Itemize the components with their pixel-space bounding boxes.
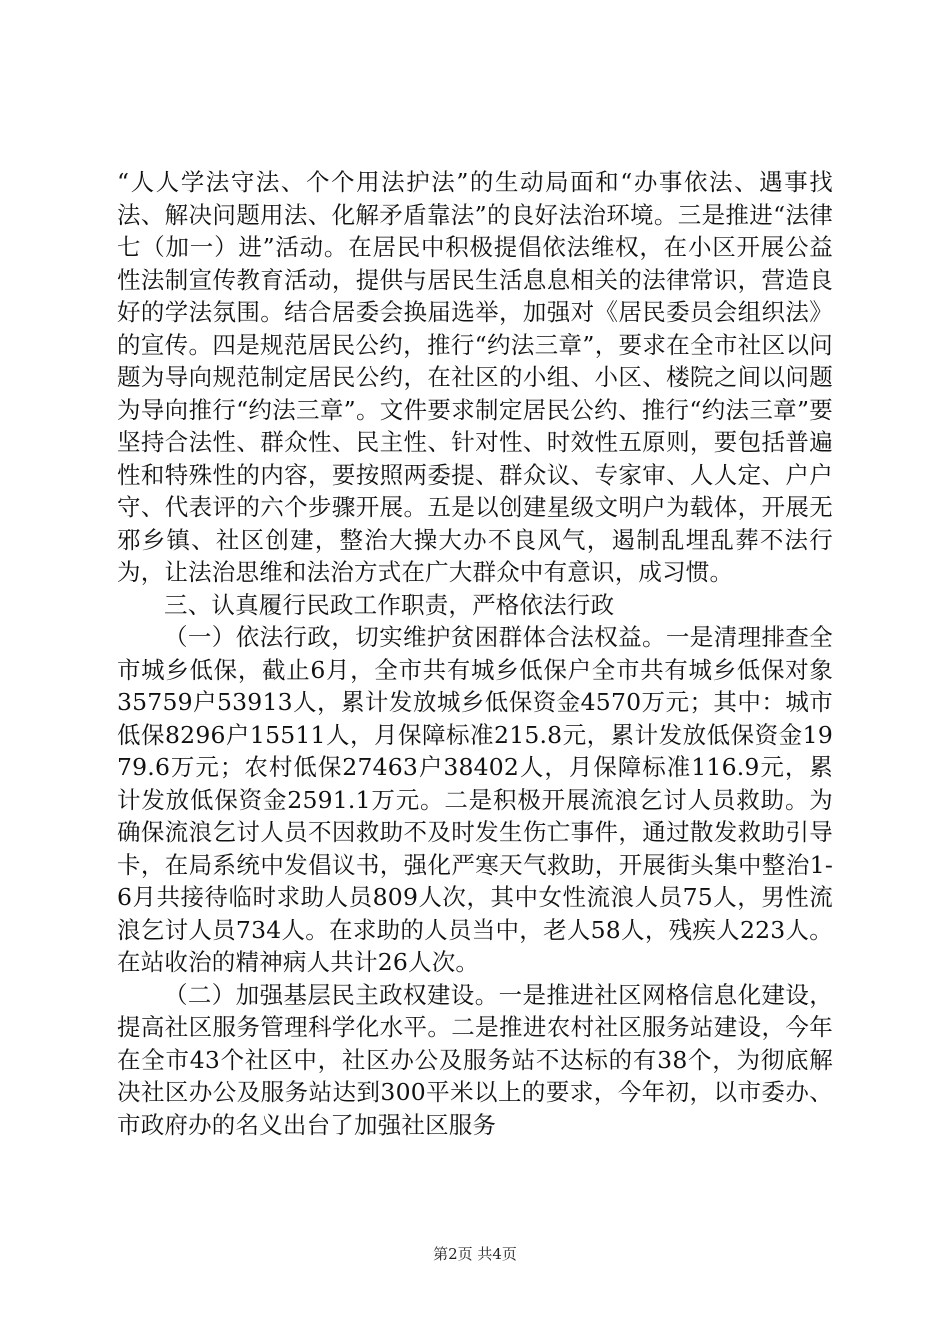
paragraph-poverty-assistance: （一）依法行政，切实维护贫困群体合法权益。一是清理排查全市城乡低保，截止6月，全市共有城乡低保户全市共有城乡低保对象35759户53913人，累计发放城乡低保资金4570万元；其中：城市低保8296户15511人，月保障标准215.8元，累计发放低保资金1979.6万元；农村低保27463户38402人，月保障标准116.9元，累计发放低保资金2591.1万元。二是积极开展流浪乞讨人员救助。为确保流浪乞讨人员不因救助不及时发生伤亡事件，通过散发救助引导卡，在局系统中发倡议书，强化严寒天气救助，开展街头集中整治1-6月共接待临时求助人员809人次，其中女性流浪人员75人，男性流浪乞讨人员734人。在求助的人员当中，老人58人，残疾人223人。在站收治的精神病人共计26人次。 bbox=[117, 623, 833, 976]
section-heading-three: 三、认真履行民政工作职责，严格依法行政 bbox=[164, 590, 615, 619]
paragraph-grassroots-democracy: （二）加强基层民主政权建设。一是推进社区网格信息化建设，提高社区服务管理科学化水平。二是推进农村社区服务站建设，今年在全市43个社区中，社区办公及服务站不达标的有38个，为彻底解决社区办公及服务站达到300平米以上的要求，今年初，以市委办、市政府办的名义出台了加强社区服务 bbox=[117, 980, 833, 1139]
document-body bbox=[117, 166, 833, 1141]
page-number-footer: 第2页 共4页 bbox=[433, 1245, 517, 1263]
paragraph-legal-awareness: “人人学法守法、个个用法护法”的生动局面和“办事依法、遇事找法、解决问题用法、化解矛盾靠法”的良好法治环境。三是推进“法律七（加一）进”活动。在居民中积极提倡依法维权，在小区开展公益性法制宣传教育活动，提供与居民生活息息相关的法律常识，营造良好的学法氛围。结合居委会换届选举，加强对《居民委员会组织法》的宣传。四是规范居民公约，推行“约法三章”，要求在全市社区以问题为导向规范制定居民公约，在社区的小组、小区、楼院之间以问题为导向推行“约法三章”。文件要求制定居民公约、推行“约法三章”要坚持合法性、群众性、民主性、针对性、时效性五原则，要包括普遍性和特殊性的内容，要按照两委提、群众议、专家审、人人定、户户守、代表评的六个步骤开展。五是以创建星级文明户为载体，开展无邪乡镇、社区创建，整治大操大办不良风气，遏制乱埋乱葬不法行为，让法治思维和法治方式在广大群众中有意识，成习惯。 bbox=[117, 168, 833, 586]
